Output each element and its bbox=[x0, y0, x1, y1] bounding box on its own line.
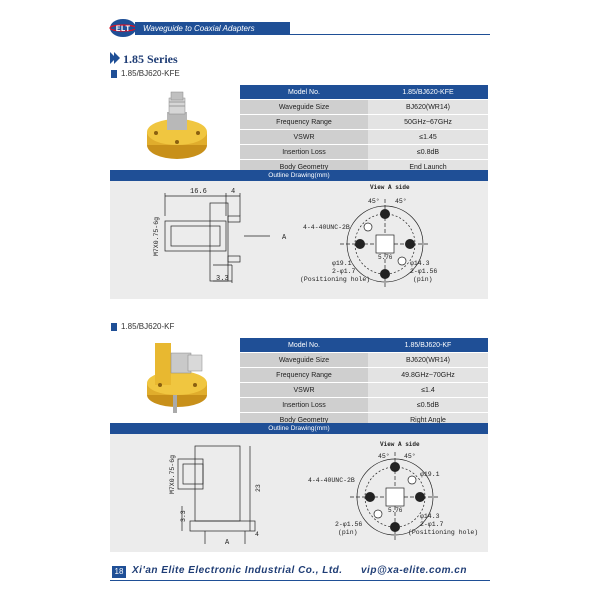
screw-label: 4-4-40UNC-2B bbox=[303, 224, 350, 231]
pin-b-note: (pin) bbox=[413, 276, 433, 283]
angle-1-label: 45° bbox=[378, 453, 390, 460]
product-2-outline-drawing bbox=[110, 434, 488, 552]
dia-2-label: φ14.3 bbox=[420, 513, 440, 520]
product-1-spec-table bbox=[240, 85, 488, 175]
thread-label: M7X0.75-6g bbox=[169, 454, 176, 494]
chevron-right-icon bbox=[110, 52, 120, 64]
row-value: BJ620(WR14) bbox=[368, 100, 488, 115]
series-title: 1.85 Series bbox=[123, 52, 178, 66]
dim-small-label: 4 bbox=[255, 531, 259, 538]
center-label: 5.76 bbox=[378, 254, 393, 261]
row-key: Body Geometry bbox=[240, 413, 368, 428]
table-row bbox=[240, 145, 488, 160]
svg-text:ELT: ELT bbox=[115, 25, 131, 34]
row-value: Right Angle bbox=[368, 413, 488, 428]
screw-label: 4-4-40UNC-2B bbox=[308, 477, 355, 484]
table-header-row bbox=[240, 338, 488, 353]
table-row bbox=[240, 398, 488, 413]
table-row bbox=[240, 368, 488, 383]
row-value: ≤0.5dB bbox=[368, 398, 488, 413]
series-heading bbox=[110, 52, 178, 67]
row-value: 50GHz~67GHz bbox=[368, 115, 488, 130]
product-1-subtitle bbox=[111, 69, 180, 78]
footer-rule bbox=[110, 580, 490, 581]
view-label: View A side bbox=[380, 441, 420, 448]
pin-a-label: 2-φ1.7 bbox=[332, 268, 356, 275]
row-value: ≤0.8dB bbox=[368, 145, 488, 160]
row-key: VSWR bbox=[240, 130, 368, 145]
dia-2-label: φ14.3 bbox=[410, 260, 430, 267]
pin-a-note: (Positioning hole) bbox=[408, 529, 479, 536]
bullet-mark-icon bbox=[111, 323, 117, 331]
row-key: Frequency Range bbox=[240, 115, 368, 130]
company-logo bbox=[109, 17, 137, 39]
row-key: Frequency Range bbox=[240, 368, 368, 383]
row-value: BJ620(WR14) bbox=[368, 353, 488, 368]
bullet-mark-icon bbox=[111, 70, 117, 78]
row-key: VSWR bbox=[240, 383, 368, 398]
row-value: ≤1.45 bbox=[368, 130, 488, 145]
dim-base-label: 3.3 bbox=[180, 510, 187, 522]
dia-1-label: φ19.1 bbox=[332, 260, 352, 267]
pin-b-label: 2-φ1.56 bbox=[335, 521, 363, 528]
table-header-row bbox=[240, 85, 488, 100]
page-number: 18 bbox=[112, 566, 126, 578]
angle-2-label: 45° bbox=[404, 453, 416, 460]
angle-2-label: 45° bbox=[395, 198, 407, 205]
dia-1-label: φ19.1 bbox=[420, 471, 440, 478]
product-1-name: 1.85/BJ620-KFE bbox=[121, 69, 180, 78]
dim-base-label: 3.3 bbox=[216, 275, 229, 283]
product-1-photo bbox=[140, 90, 215, 165]
pin-b-note: (pin) bbox=[338, 529, 358, 536]
product-2-name: 1.85/BJ620-KF bbox=[121, 322, 175, 331]
table-row bbox=[240, 115, 488, 130]
row-key: Waveguide Size bbox=[240, 353, 368, 368]
row-value: End Launch bbox=[368, 160, 488, 175]
row-value: ≤1.4 bbox=[368, 383, 488, 398]
row-key: Insertion Loss bbox=[240, 398, 368, 413]
section-label: A bbox=[225, 539, 230, 547]
center-label: 5.76 bbox=[388, 507, 403, 514]
product-2-photo bbox=[140, 335, 215, 420]
product-2-subtitle bbox=[111, 322, 174, 331]
footer-email[interactable]: vip@xa-elite.com.cn bbox=[361, 565, 467, 576]
pin-b-label: 2-φ1.56 bbox=[410, 268, 438, 275]
header-title-bar: Waveguide to Coaxial Adapters bbox=[135, 22, 290, 35]
row-value: 49.8GHz~70GHz bbox=[368, 368, 488, 383]
table-header-key: Model No. bbox=[240, 85, 368, 100]
view-label: View A side bbox=[370, 184, 410, 191]
table-row bbox=[240, 353, 488, 368]
table-row bbox=[240, 100, 488, 115]
row-key: Body Geometry bbox=[240, 160, 368, 175]
section-label: A bbox=[282, 234, 287, 242]
table-header-key: Model No. bbox=[240, 338, 368, 353]
header-rule bbox=[290, 34, 490, 35]
product-2-outline-title: Outline Drawing(mm) bbox=[110, 423, 488, 434]
row-key: Insertion Loss bbox=[240, 145, 368, 160]
dim-step-label: 4 bbox=[231, 188, 236, 196]
table-row bbox=[240, 130, 488, 145]
pin-a-label: 2-φ1.7 bbox=[420, 521, 444, 528]
thread-label: M7X0.75-6g bbox=[153, 216, 160, 256]
product-1-outline-title: Outline Drawing(mm) bbox=[110, 170, 488, 181]
dim-width-label: 16.6 bbox=[190, 188, 207, 196]
product-2-spec-table bbox=[240, 338, 488, 428]
product-1-outline-drawing bbox=[110, 181, 488, 299]
pin-a-note: (Positioning hole) bbox=[300, 276, 371, 283]
table-row bbox=[240, 383, 488, 398]
table-header-value: 1.85/BJ620-KF bbox=[368, 338, 488, 353]
angle-1-label: 45° bbox=[368, 198, 380, 205]
dim-height-label: 23 bbox=[255, 484, 262, 492]
table-header-value: 1.85/BJ620-KFE bbox=[368, 85, 488, 100]
row-key: Waveguide Size bbox=[240, 100, 368, 115]
footer-company: Xi'an Elite Electronic Industrial Co., Ltd. bbox=[132, 565, 343, 576]
